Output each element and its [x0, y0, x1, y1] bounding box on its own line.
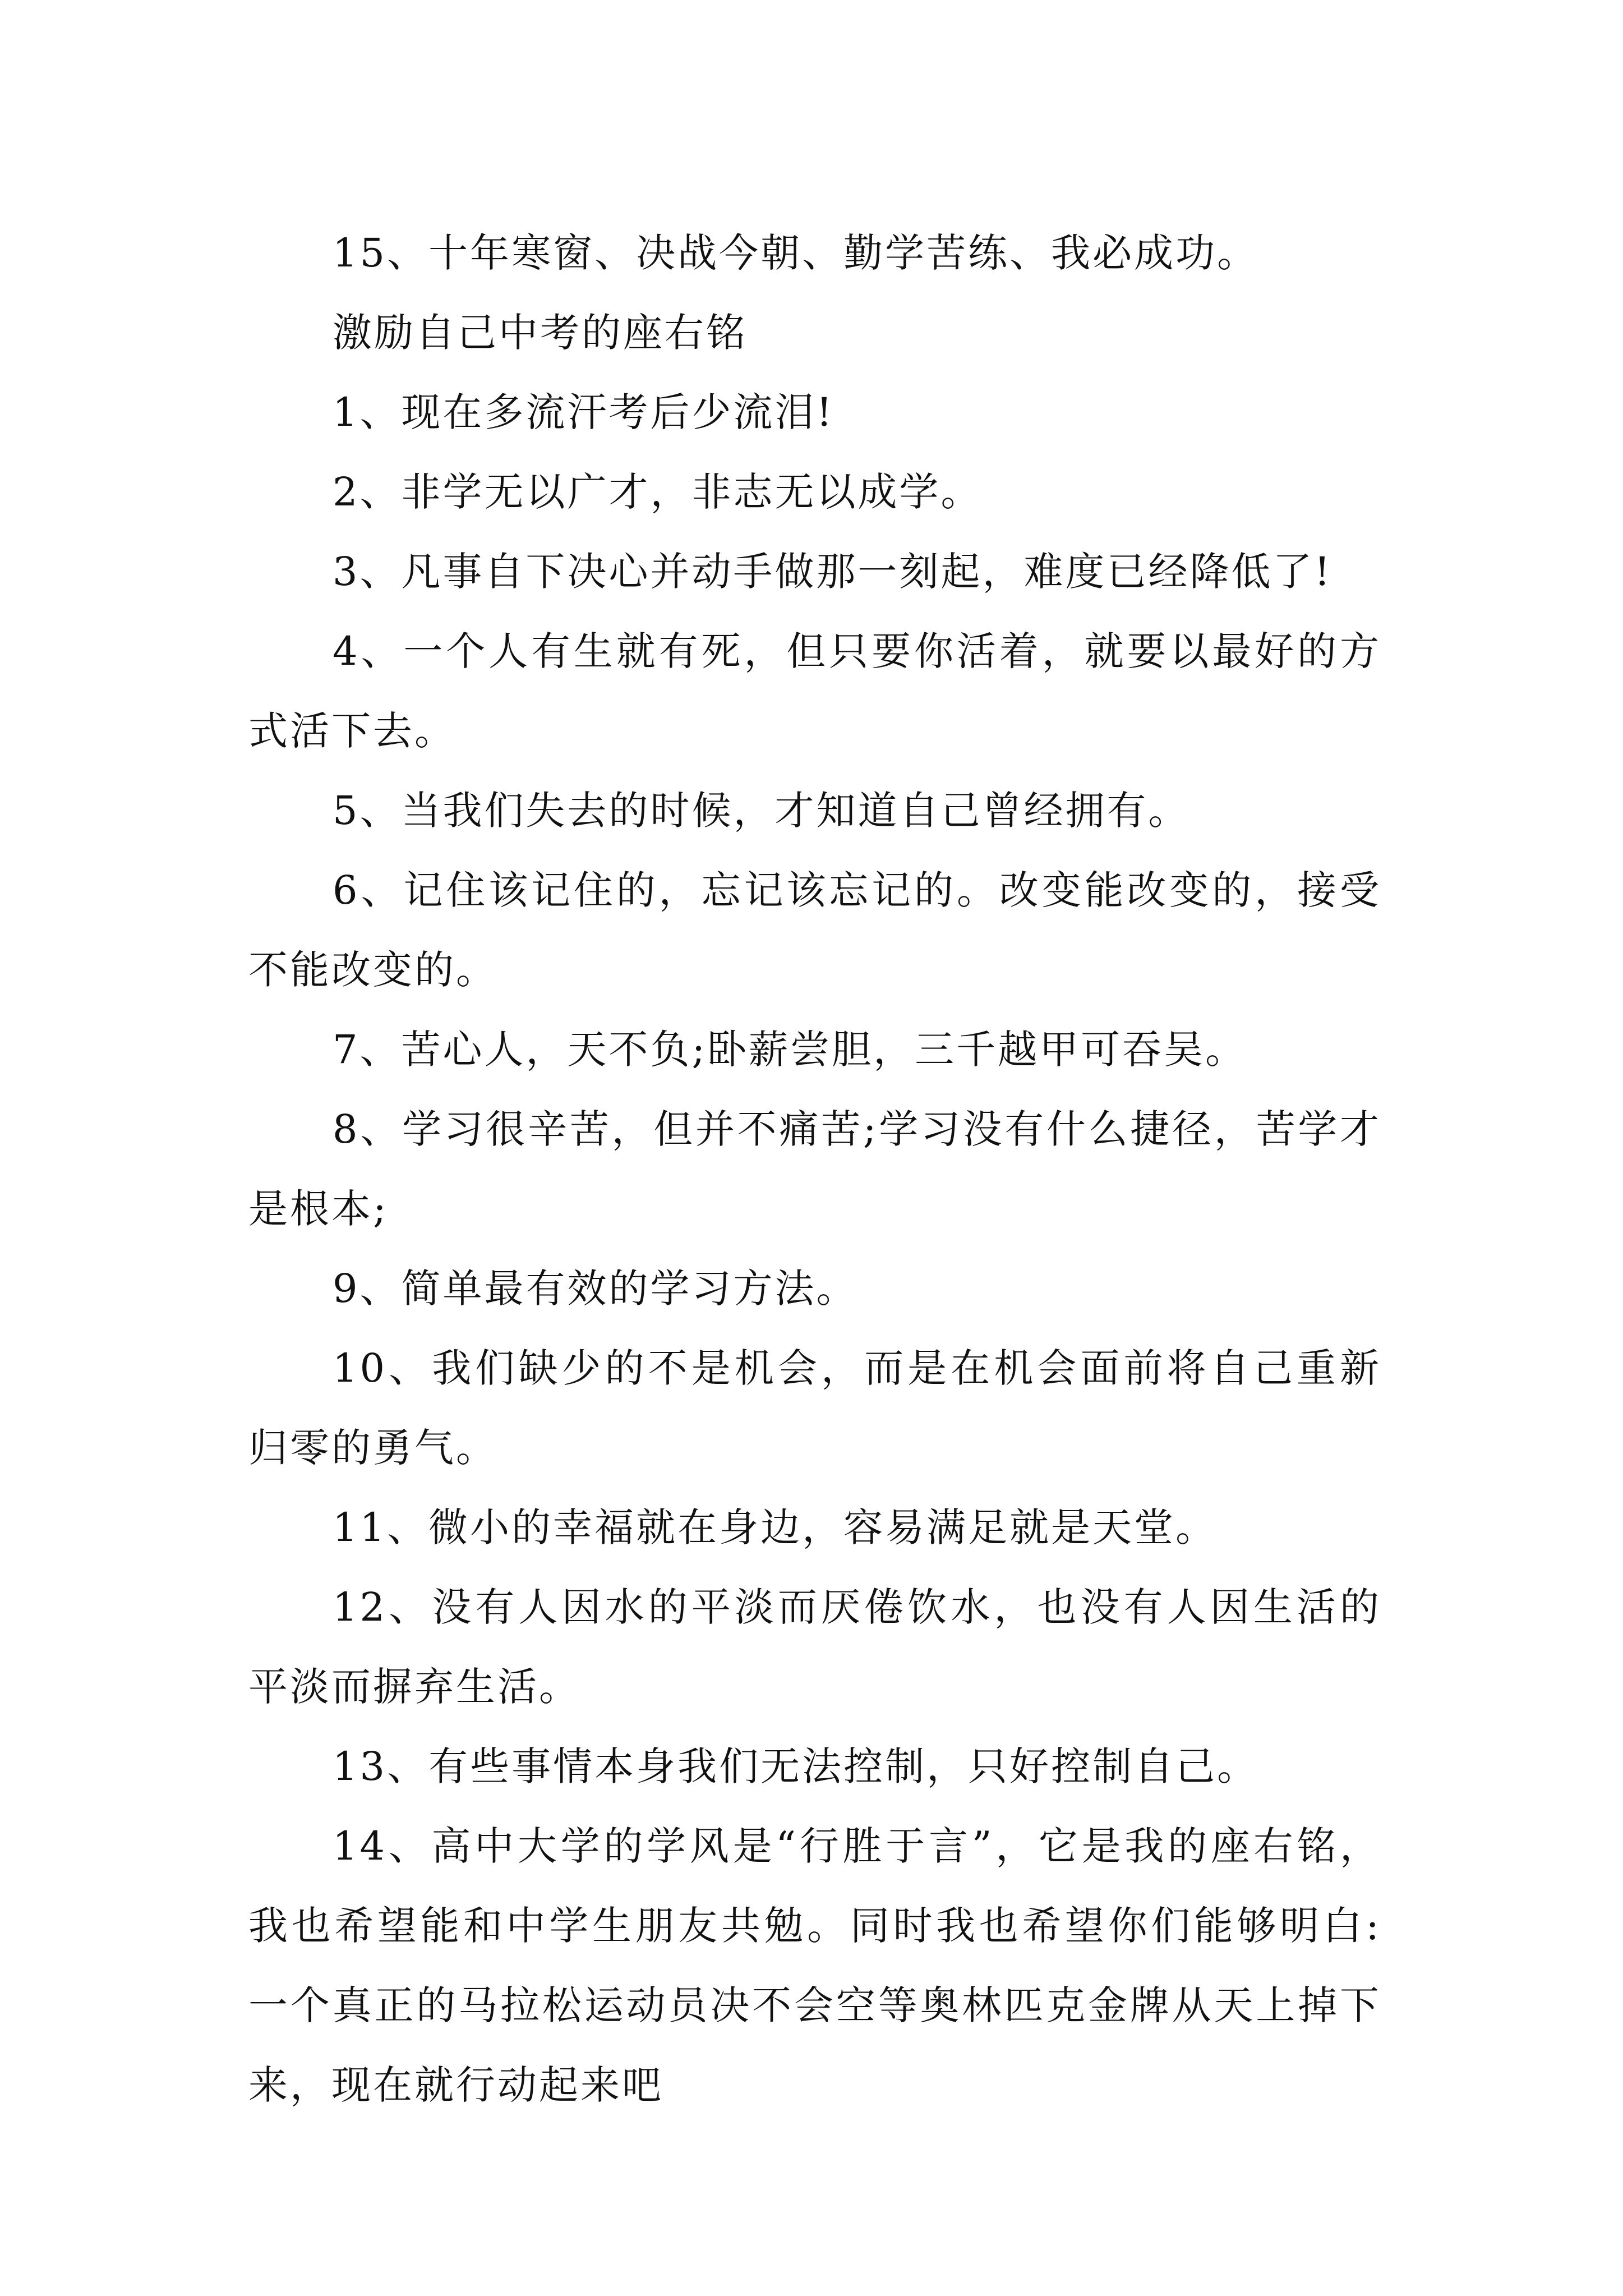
paragraph-14: 14、高中大学的学风是“行胜于言”，它是我的座右铭，我也希望能和中学生朋友共勉。同时我也希望你们能够明白:一个真正的马拉松运动员决不会空等奥林匹克金牌从天上掉下来，现在就行动起来吧	[248, 1823, 1381, 2108]
paragraph-15: 15、十年寒窗、决战今朝、勤学苦练、我必成功。	[333, 230, 1259, 276]
paragraph-13: 13、有些事情本身我们无法控制，只好控制自己。	[333, 1743, 1259, 1789]
paragraph-8: 8、学习很辛苦，但并不痛苦;学习没有什么捷径，苦学才是根本;	[248, 1106, 1381, 1232]
paragraph-4: 4、一个人有生就有死，但只要你活着，就要以最好的方式活下去。	[248, 628, 1381, 754]
paragraph-3: 3、凡事自下决心并动手做那一刻起，难度已经降低了!	[333, 549, 1332, 595]
paragraph-10: 10、我们缺少的不是机会，而是在机会面前将自己重新归零的勇气。	[248, 1345, 1381, 1471]
paragraph-12: 12、没有人因水的平淡而厌倦饮水，也没有人因生活的平淡而摒弃生活。	[248, 1584, 1381, 1710]
document-body	[248, 213, 1381, 2125]
paragraph-6: 6、记住该记住的，忘记该忘记的。改变能改变的，接受不能改变的。	[248, 867, 1381, 993]
section-heading: 激励自己中考的座右铭	[333, 310, 748, 356]
paragraph-5: 5、当我们失去的时候，才知道自己曾经拥有。	[333, 788, 1190, 834]
paragraph-9: 9、简单最有效的学习方法。	[333, 1266, 858, 1312]
paragraph-7: 7、苦心人，天不负;卧薪尝胆，三千越甲可吞吴。	[333, 1027, 1247, 1073]
paragraph-2: 2、非学无以广才，非志无以成学。	[333, 469, 983, 515]
paragraph-1: 1、现在多流汗考后少流泪!	[333, 389, 834, 435]
paragraph-11: 11、微小的幸福就在身边，容易满足就是天堂。	[333, 1504, 1218, 1550]
